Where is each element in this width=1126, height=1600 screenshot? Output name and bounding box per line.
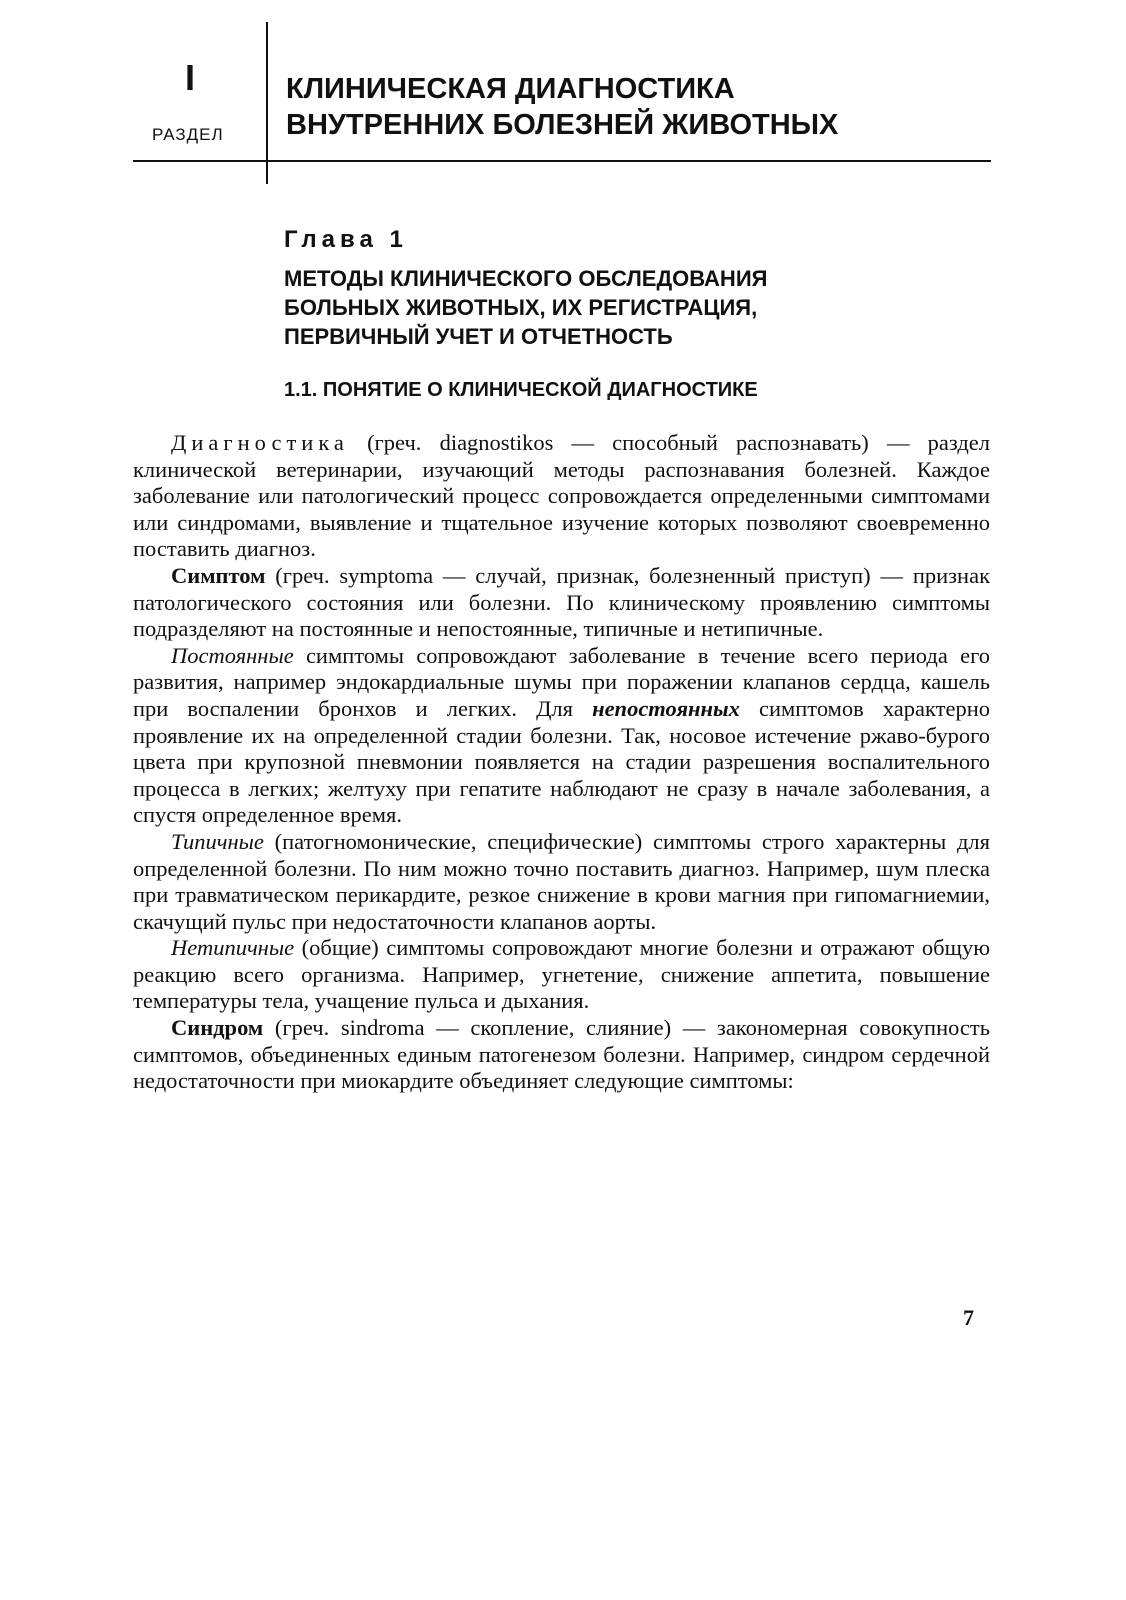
chapter-title-line-3: ПЕРВИЧНЫЙ УЧЕТ И ОТЧЕТНОСТЬ [284,324,673,349]
paragraph-syndrome [133,1015,990,1095]
term-atypical: Нетипичные [171,935,295,961]
section-title-line-2: ВНУТРЕННИХ БОЛЕЗНЕЙ ЖИВОТНЫХ [286,109,839,141]
term-typical: Типичные [171,828,264,854]
section-label: РАЗДЕЛ [152,125,224,144]
body-text [133,430,990,1095]
paragraph-text: (общие) симптомы сопровождают многие болезни и отражают общую реакцию всего организма. Например, угнетение, снижение аппетита, повышение температуры тела, учащение пульса и дыхания. [133,935,990,1014]
section-number: I [185,57,196,98]
section-title-line-1: КЛИНИЧЕСКАЯ ДИАГНОСТИКА [286,73,735,105]
paragraph-symptom [133,563,990,643]
section-title [286,71,838,143]
paragraph-atypical-symptoms [133,935,990,1015]
paragraph-text: симптомы сопровождают заболевание в течение всего периода его развития, например эндокардиальные шумы при поражении клапанов сердца, кашель при воспалении бронхов и легких. Для [133,642,990,721]
paragraph-text: (греч. symptoma — случай, признак, болезненный приступ) — признак патологического состояния или болезни. По клиническому проявлению симптомы подразделяют на постоянные и непостоянные, типичные и нетипичные. [133,562,990,642]
paragraph-text: симптомов характерно проявление их на определенной стадии болезни. Так, носовое истечение ржаво-бурого цвета при крупозной пневмонии появляется на стадии разрешения воспалительного процесса в легких; желтуху при гепатите наблюдают не сразу в начале заболевания, а спустя определенное время. [133,695,990,828]
chapter-title-line-2: БОЛЬНЫХ ЖИВОТНЫХ, ИХ РЕГИСТРАЦИЯ, [284,295,758,320]
paragraph-typical-symptoms [133,829,990,935]
term-diagnostics: Диагностика [171,430,349,455]
horizontal-divider [133,160,991,162]
chapter-title-line-1: МЕТОДЫ КЛИНИЧЕСКОГО ОБСЛЕДОВАНИЯ [284,266,768,291]
term-syndrome: Синдром [171,1015,264,1041]
subsection-title: 1.1. ПОНЯТИЕ О КЛИНИЧЕСКОЙ ДИАГНОСТИКЕ [284,379,758,401]
paragraph-diagnostics [133,430,990,563]
paragraph-constant-symptoms [133,643,990,829]
paragraph-text: (греч. diagnostikos — способный распознавать) — раздел клинической ветеринарии, изучающий методы распознавания болезней. Каждое заболевание или патологический процесс сопровождается определенными симптомами или синдромами, выявление и тщательное изучение которых позволяют своевременно поставить диагноз. [133,430,990,562]
term-nonconstant: непостоянных [592,695,740,721]
chapter-title [284,264,767,351]
term-constant: Постоянные [171,642,294,668]
paragraph-text: (греч. sindroma — скопление, слияние) — закономерная совокупность симптомов, объединенных единым патогенезом болезни. Например, синдром сердечной недостаточности при миокардите объединяет следующие симптомы: [133,1015,990,1094]
page-number: 7 [963,1305,974,1330]
chapter-label: Глава 1 [284,226,408,253]
term-symptom: Симптом [171,562,266,588]
paragraph-text: (патогномонические, специфические) симптомы строго характерны для определенной болезни. По ним можно точно поставить диагноз. Например, шум плеска при травматическом перикардите, резкое снижение в крови магния при гипомагниемии, скачущий пульс при недостаточности клапанов аорты. [133,828,990,934]
